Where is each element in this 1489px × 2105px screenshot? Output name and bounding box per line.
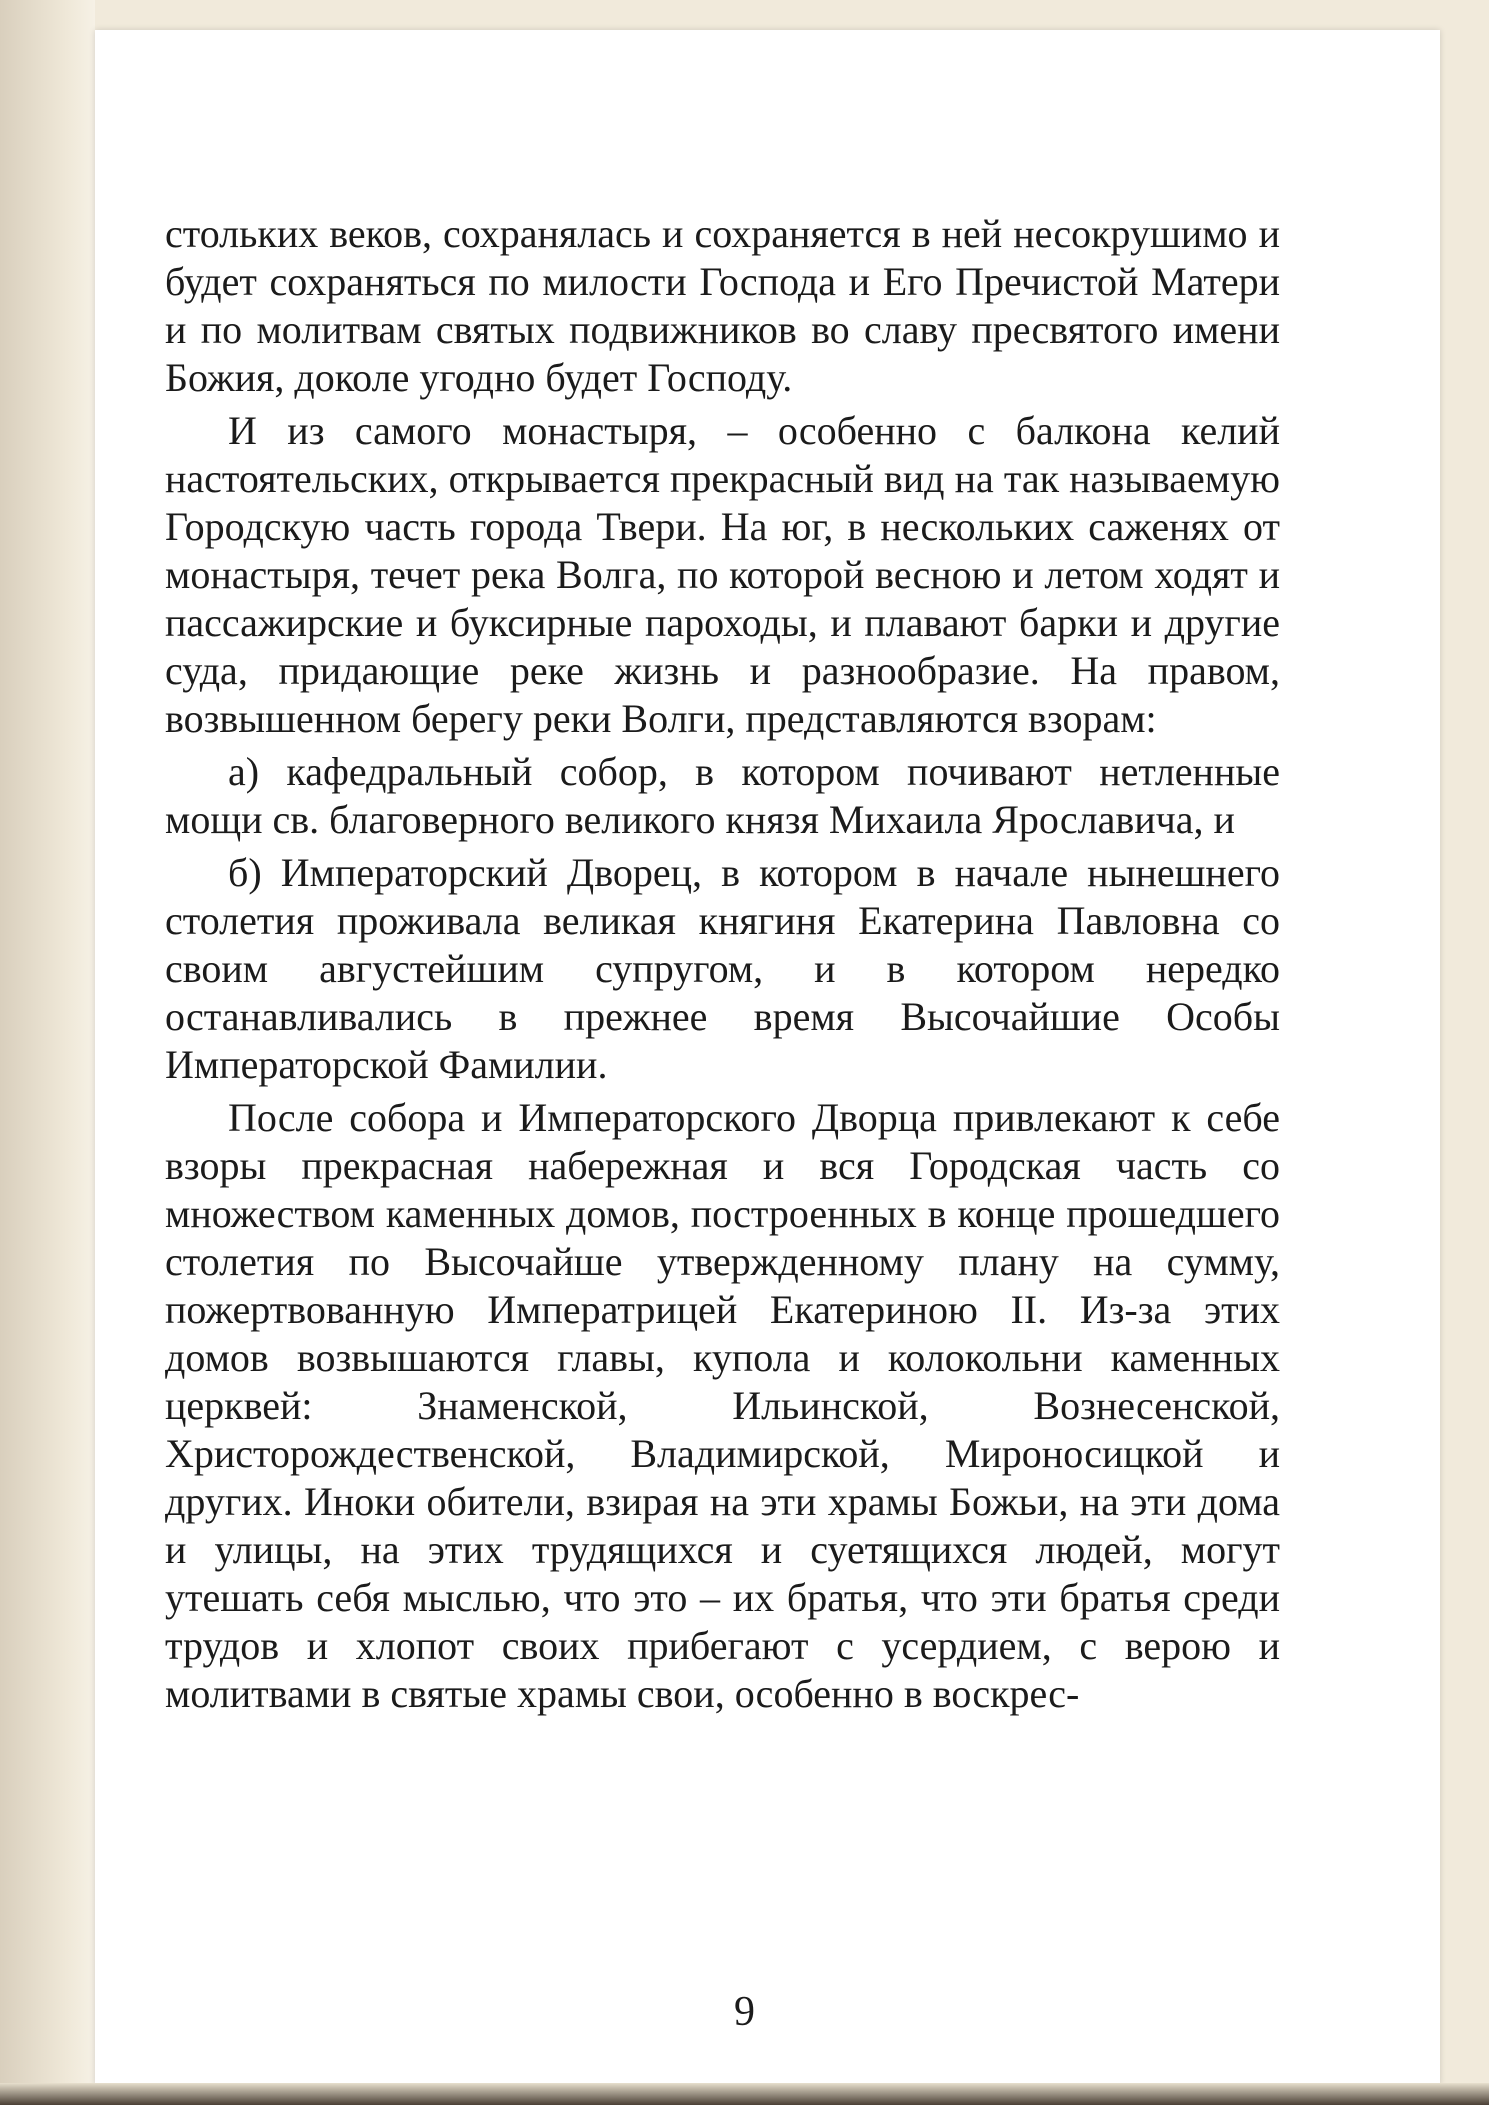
paragraph-monastery-view: И из самого монастыря, – особенно с балкона келий настоятельских, открывается прекрасный вид на так называемую Городскую часть города Твери. На юг, в нескольких саженях от монастыря, течет река Волга, по которой весною и летом ходят и пассажирские и буксирные пароходы, и плавают барки и другие суда, придающие реке жизнь и разнообразие. На правом, возвышенном берегу реки Волги, представляются взорам: <box>165 408 1280 741</box>
paragraph-item-a-cathedral: а) кафедральный собор, в котором почивают нетленные мощи св. благоверного великого князя Михаила Ярославича, и <box>165 749 1280 842</box>
paragraph-city-churches: После собора и Императорского Дворца привлекают к себе взоры прекрасная набережная и вся Городская часть со множеством каменных домов, построенных в конце прошедшего столетия по Высочайше утвержденному плану на сумму, пожертвованную Императрицей Екатериною II. Из-за этих домов возвышаются главы, купола и колокольни каменных церквей: Знаменской, Ильинской, Вознесенской, Христорождественской, Владимирской, Мироносицкой и других. Иноки обители, взирая на эти храмы Божьи, на эти дома и улицы, на этих трудящихся и суетящихся людей, могут утешать себя мыслью, что это – их братья, что эти братья среди трудов и хлопот своих прибегают с усердием, с верою и молитвами в святые храмы свои, особенно в воскрес- <box>165 1095 1280 1716</box>
book-spine-shadow <box>0 0 95 2105</box>
page-bottom-edge <box>0 2083 1489 2105</box>
page-text <box>165 210 1280 1723</box>
paragraph-continuation: стольких веков, сохранялась и сохраняется в ней несокрушимо и будет сохраняться по милости Господа и Его Пречистой Матери и по молитвам святых подвижников во славу пресвятого имени Божия, доколе угодно будет Господу. <box>165 211 1280 400</box>
paragraph-item-b-palace: б) Императорский Дворец, в котором в начале нынешнего столетия проживала великая княгиня Екатерина Павловна со своим августейшим супругом, и в котором нередко останавливались в прежнее время Высочайшие Особы Императорской Фамилии. <box>165 850 1280 1087</box>
page-number: 9 <box>734 1989 755 2035</box>
